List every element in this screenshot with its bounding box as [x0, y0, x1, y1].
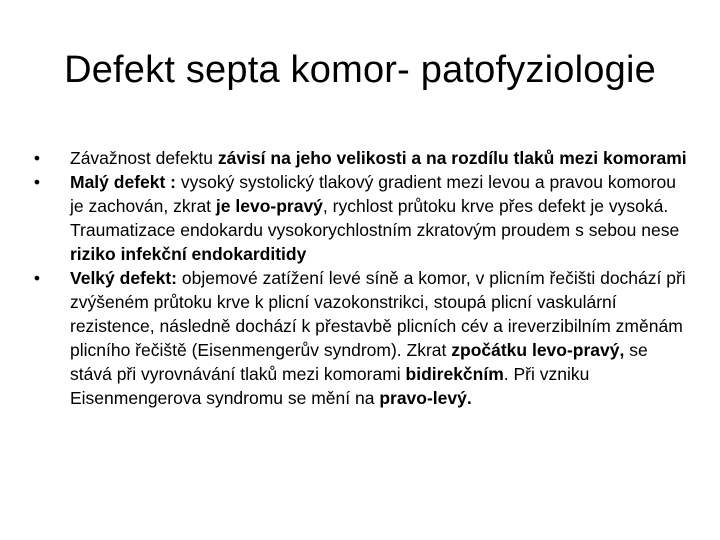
- bullet-dot-icon: •: [33, 268, 41, 288]
- bullet-text-segment-bold: zpočátku levo-pravý,: [451, 340, 625, 360]
- bullet-text-segment: vysoký systolický tlakový gradient mezi levou a pravou komorou je zachován, zkrat: [70, 172, 676, 216]
- bullet-dot-icon: •: [33, 172, 41, 192]
- bullet-text-segment-bold: riziko infekční endokarditidy: [70, 244, 307, 264]
- slide-title: Defekt septa komor- patofyziologie: [64, 49, 656, 91]
- bullet-dot-icon: •: [33, 148, 41, 168]
- bullet-item-large-defect: [22, 266, 692, 410]
- bullet-item-small-defect: [22, 170, 692, 266]
- bullet-text-segment-bold: pravo-levý.: [379, 388, 472, 408]
- bullet-text-segment-bold: bidirekčním: [405, 364, 504, 384]
- bullet-text-segment: Závažnost defektu: [70, 148, 218, 168]
- bullet-text-segment-bold: Malý defekt :: [70, 172, 176, 192]
- bullet-item-severity: [22, 146, 692, 170]
- bullet-text-segment: . Při vzniku Eisenmengerova syndromu se mění na: [70, 364, 590, 408]
- bullet-text-segment: objemové zatížení levé síně a komor, v plicním řečišti dochází při zvýšeném průtoku krve k plicní vazokonstrikci, stoupá plicní vaskulární rezistence, následně dochází k přestavbě plicních cév a ireverzibilním změnám plicního řečiště (Eisenmengerův syndrom). Zkrat: [70, 268, 686, 360]
- bullet-text-segment: se stává při vyrovnávání tlaků mezi komorami: [70, 340, 648, 384]
- bullet-text-segment-bold: závisí na jeho velikosti a na rozdílu tlaků mezi komorami: [217, 148, 687, 168]
- bullet-list: [22, 146, 692, 410]
- bullet-text-segment-bold: Velký defekt:: [70, 268, 177, 288]
- bullet-text-segment: , rychlost průtoku krve přes defekt je vysoká. Traumatizace endokardu vysokorychlostním zkratovým proudem s sebou nese: [70, 196, 680, 240]
- bullet-text-segment-bold: je levo-pravý: [215, 196, 323, 216]
